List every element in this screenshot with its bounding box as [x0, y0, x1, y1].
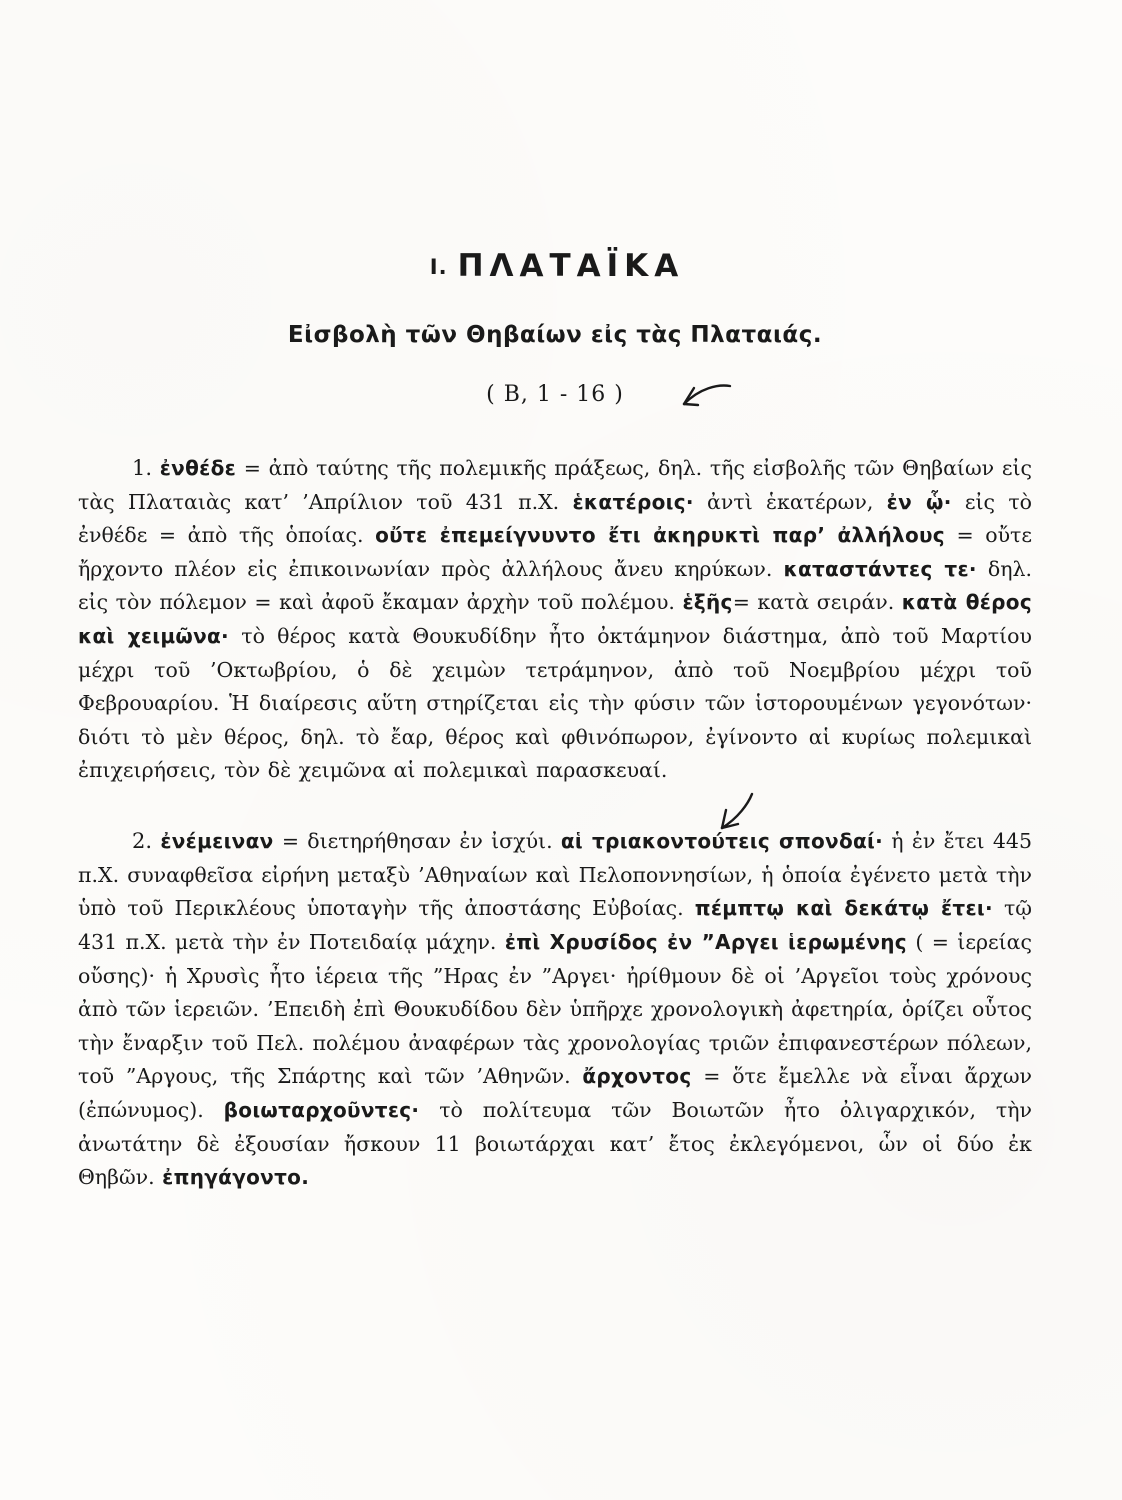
- lemma-1-6: οὔτε ἐπεμείγνυντο ἔτι ἀκηρυκτὶ παρ’ ἀλλήλους: [375, 523, 945, 548]
- gloss-1-11: = κατὰ σειράν.: [732, 590, 902, 615]
- gloss-2-1: = διετηρήθησαν ἐν ἰσχύι.: [273, 829, 561, 854]
- gloss-2-9: = ὅτε ἔμελλε νὰ εἶναι ἄρχων (ἐπώνυμος).: [78, 1064, 1032, 1122]
- gloss-1-9: δηλ. εἰς τὸν πόλεμον = καὶ ἀφοῦ ἔκαμαν ἀρχὴν τοῦ πολέμου.: [78, 556, 1032, 615]
- note-number-1: 1.: [132, 456, 153, 480]
- page-content: [78, 248, 1032, 1231]
- lemma-2-6: ἐπὶ Χρυσίδος ἐν ”Αργει ἱερωμένης: [504, 929, 907, 954]
- gloss-1-1: = ἀπὸ ταύτης τῆς πολεμικῆς πράξεως, δηλ. τῆς εἰσβολῆς τῶν Θηβαίων εἰς τὰς Πλαταιὰς κατ’ ’Απρίλιον τοῦ 431 π.Χ.: [78, 456, 1032, 514]
- lemma-1-4: ἐν ᾧ·: [886, 489, 952, 514]
- lemma-2-2: αἱ τριακοντούτεις σπονδαί·: [560, 829, 884, 854]
- gloss-2-5: τῷ 431 π.Χ. μετὰ τὴν ἐν Ποτειδαίᾳ μάχην.: [78, 896, 1032, 954]
- section-subtitle: Εἰσβολὴ τῶν Θηβαίων εἰς τὰς Πλαταιάς.: [287, 322, 823, 348]
- gloss-1-3: ἀντὶ ἑκατέρων,: [693, 489, 887, 514]
- arrow-annotation-icon-1: [674, 378, 732, 418]
- lemma-1-0: ἐνθέδε: [159, 456, 237, 480]
- lemma-2-10: βοιωταρχοῦντες·: [223, 1097, 420, 1122]
- note-number-2: 2.: [132, 829, 153, 854]
- lemma-1-2: ἑκατέροις·: [572, 489, 694, 514]
- lemma-1-8: καταστάντες τε·: [783, 556, 977, 581]
- gloss-2-3: ἡ ἐν ἔτει 445 π.Χ. συναφθεῖσα εἰρήνη μεταξὺ ’Αθηναίων καὶ Πελοποννησίων, ἡ ὁποία ἐγένετο μετὰ τὴν ὑπὸ τοῦ Περικλέους ὑποταγὴν τῆς ἀποστάσης Εὐβοίας.: [78, 829, 1032, 921]
- gloss-1-13: τὸ θέρος κατὰ Θουκυδίδην ἦτο ὀκτάμηνον διάστημα, ἀπὸ τοῦ Μαρτίου μέχρι τοῦ ’Οκτωβρίου, ὁ δὲ χειμὼν τετράμηνον, ἀπὸ τοῦ Νοεμβρίου μέχρι τοῦ Φεβρουαρίου. Ἡ διαίρεσις αὕτη στηρίζεται εἰς τὴν φύσιν τῶν ἱστορουμένων γεγονότων· διότι τὸ μὲν θέρος, δηλ. τὸ ἔαρ, θέρος καὶ φθινόπωρον, ἐγίνοντο αἱ κυρίως πολεμικαὶ ἐπιχειρήσεις, τὸν δὲ χειμῶνα αἱ πολεμικαὶ παρασκευαί.: [78, 624, 1032, 783]
- lemma-1-12: κατὰ θέρος καὶ χειμῶνα·: [78, 590, 1032, 649]
- passage-reference-text: ( Β, 1 - 16 ): [486, 382, 624, 407]
- gloss-1-5: εἰς τὸ ἐνθέδε = ἀπὸ τῆς ὁποίας.: [78, 489, 1033, 548]
- lemma-2-8: ἄρχοντος: [582, 1064, 692, 1089]
- lemma-1-10: ἑξῆς: [682, 590, 733, 615]
- chapter-number: I.: [429, 255, 448, 279]
- note-paragraph-1: [78, 451, 1032, 788]
- gloss-1-7: = οὔτε ἤρχοντο πλέον εἰς ἐπικοινωνίαν πρὸς ἀλλήλους ἄνευ κηρύκων.: [78, 523, 1032, 581]
- gloss-2-7: ( = ἱερείας οὔσης)· ἡ Χρυσὶς ἦτο ἱέρεια τῆς ”Ηρας ἐν ”Αργει· ἠρίθμουν δὲ οἱ ’Αργεῖοι τοὺς χρόνους ἀπὸ τῶν ἱερειῶν. ’Επειδὴ ἐπὶ Θουκυδίδου δὲν ὑπῆρχε χρονολογικὴ ἀφετηρία, ὁρίζει οὗτος τὴν ἔναρξιν τοῦ Πελ. πολέμου ἀναφέρων τὰς χρονολογίας τριῶν ἐπιφανεστέρων πόλεων, τοῦ ”Αργους, τῆς Σπάρτης καὶ τῶν ’Αθηνῶν.: [78, 929, 1032, 1089]
- chapter-title-text: ΠΛΑΤΑΪΚΑ: [457, 248, 685, 284]
- note-paragraph-2: [78, 824, 1032, 1195]
- page-title: [78, 248, 1032, 284]
- gloss-2-11: τὸ πολίτευμα τῶν Βοιωτῶν ἦτο ὀλιγαρχικόν, τὴν ἀνωτάτην δὲ ἐξουσίαν ἤσκουν 11 βοιωτάρχαι κατ’ ἔτος ἐκλεγόμενοι, ὧν οἱ δύο ἐκ Θηβῶν.: [78, 1097, 1032, 1190]
- lemma-2-12: ἐπηγάγοντο.: [162, 1165, 310, 1190]
- lemma-2-4: πέμπτῳ καὶ δεκάτῳ ἔτει·: [694, 896, 993, 921]
- passage-reference: [78, 382, 1032, 407]
- arrow-annotation-icon-2: [708, 790, 758, 834]
- lemma-2-0: ἐνέμειναν: [160, 829, 274, 854]
